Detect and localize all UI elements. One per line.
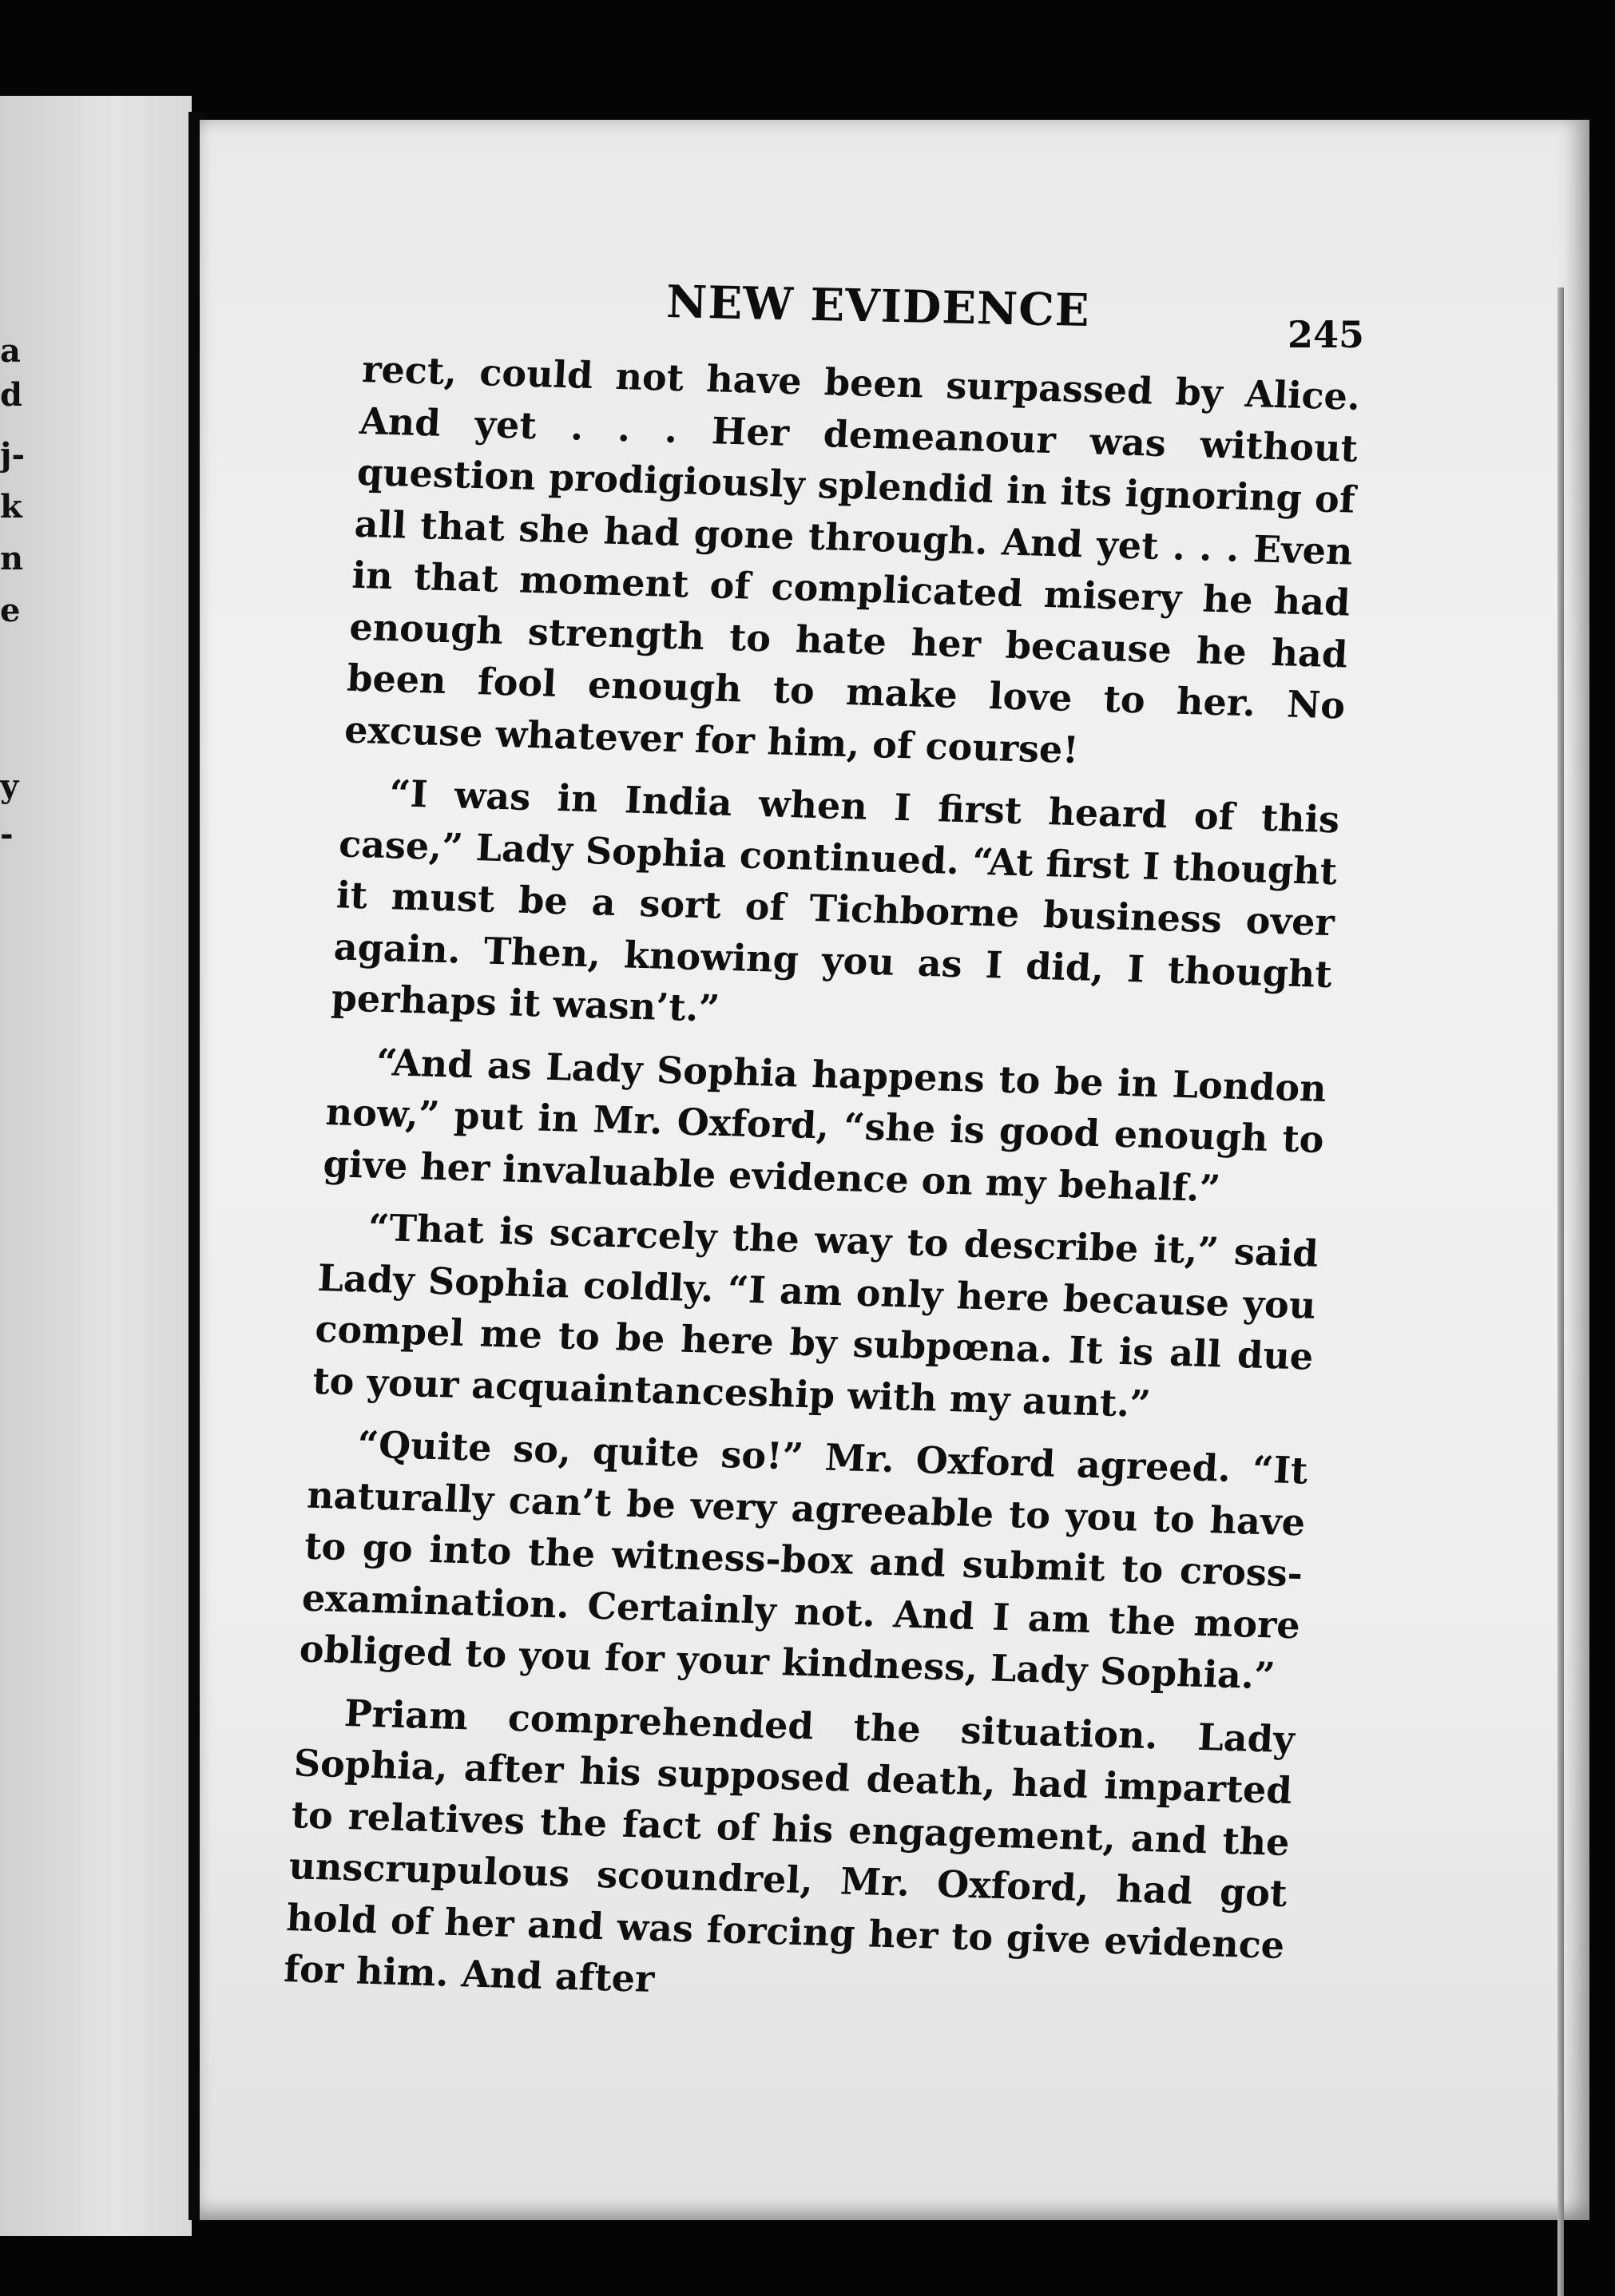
facing-page-fragment: e <box>0 592 21 629</box>
facing-page-fragment: - <box>0 815 14 853</box>
paragraph: “That is scarcely the way to describe it,” said Lady Sophia coldly. “I am only here because you compel me to be here by subpœna. It is all due to your acquaintanceship with my aunt.” <box>311 1205 1319 1426</box>
paragraph: Priam comprehended the situation. Lady Sophia, after his supposed death, had imparted to relatives the fact of his engagement, and the unscrupulous scoundrel, Mr. Oxford, had got hold of her and was forcing her to give evidence for him. And after <box>283 1691 1296 2001</box>
facing-page-fragment: y <box>0 767 19 805</box>
facing-page-fragment: n <box>0 540 24 577</box>
paragraph: “And as Lady Sophia happens to be in London now,” put in Mr. Oxford, “she is good enough to give her invaluable evidence on my behalf.” <box>322 1040 1327 1210</box>
facing-page-fragment: d <box>0 376 22 414</box>
page-edge-shadow <box>1557 287 1564 2296</box>
facing-page-fragment: k <box>0 488 22 525</box>
paragraph: “I was in India when I first heard of this case,” Lady Sophia continued. “At first I thought it must be a sort of Tichborne business over again. Then, knowing you as I did, I thought perhaps it wasn’t.” <box>330 771 1341 1030</box>
page-number: 245 <box>1288 313 1365 356</box>
facing-page <box>0 96 192 2236</box>
facing-page-fragment: j- <box>0 436 26 474</box>
paragraph: “Quite so, quite so!” Mr. Oxford agreed. “It naturally can’t be very agreeable to you to have to go into the witness-box and submit to cross-examination. Certainly not. And I am the more obliged to you for your kindness, Lady Sophia.” <box>298 1422 1309 1698</box>
page-body <box>283 343 1362 2022</box>
facing-page-fragment: a <box>0 332 21 370</box>
paragraph: rect, could not have been surpassed by Alice. And yet . . . Her demeanour was without question prodigiously splendid in its ignoring of all that she had gone through. And yet . . . Even in that moment of complicated misery he had enough strength to hate her because he had been fool enough to make love to her. No excuse whatever for him, of course! <box>343 347 1362 771</box>
running-head: NEW EVIDENCE <box>665 276 1091 338</box>
